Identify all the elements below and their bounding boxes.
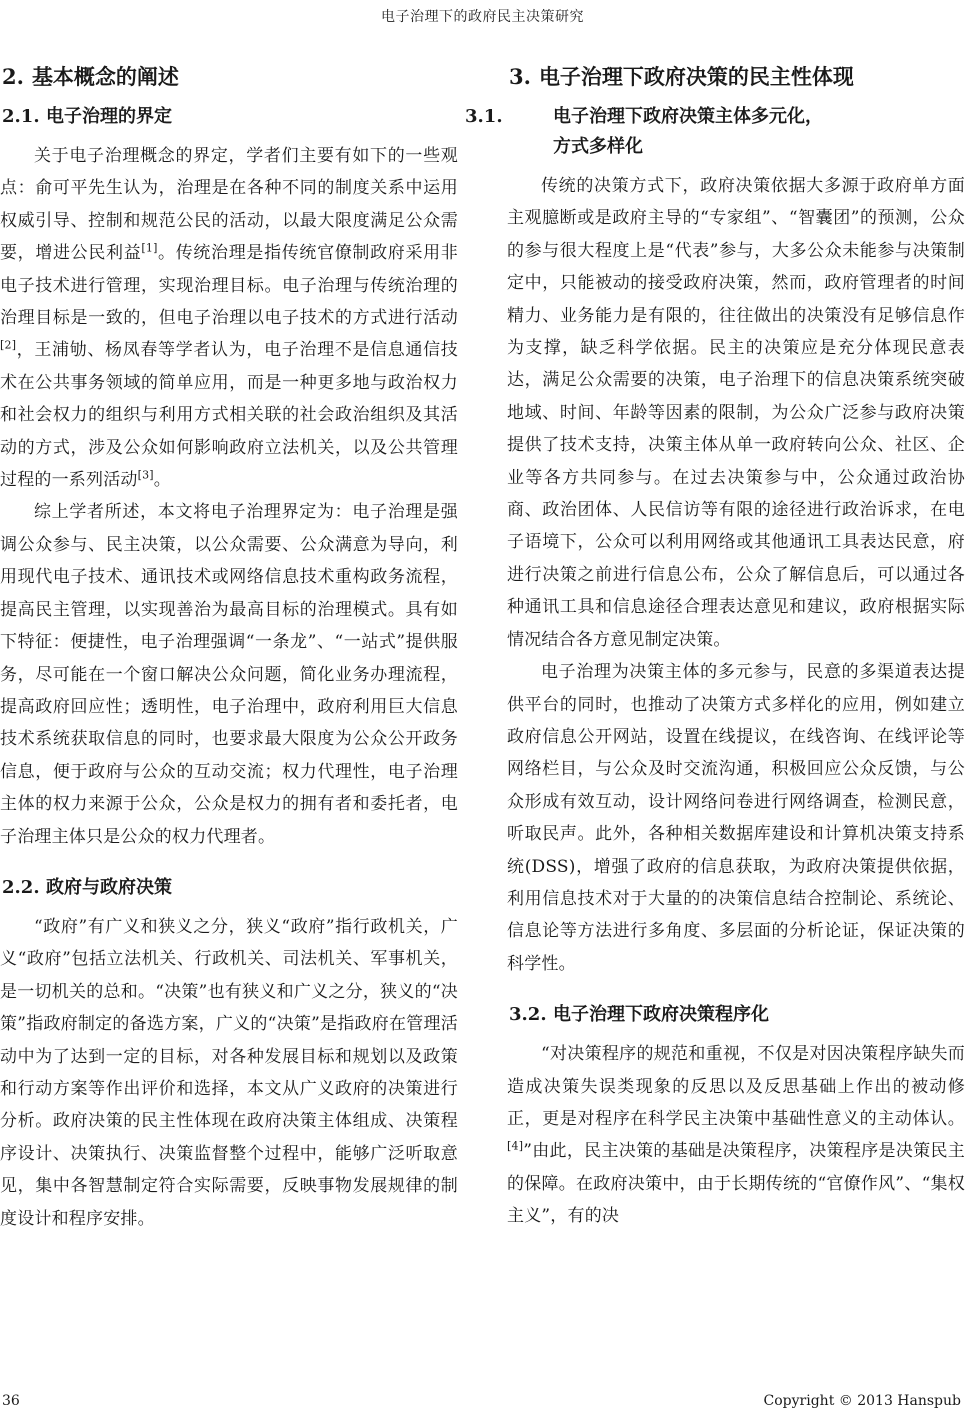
text-run: ，王浦劬、杨凤春等学者认为，电子治理不是信息通信技术在公共事务领域的简单应用，而是一种更多地与政治权力和社会权力的组织与利用方式相关联的社会政治组织及其活动的方式，涉及公众如何影响政府立法机关，以及公共管理过程的一系列活动 — [0, 340, 458, 491]
subsection-number: 2.2. — [2, 876, 40, 898]
subsection-3-1-heading — [465, 102, 965, 162]
paragraph-e-governance-definition — [0, 140, 458, 496]
subsection-title-line1: 电子治理下政府决策主体多元化， — [553, 106, 823, 127]
subsection-2-2-heading — [2, 873, 458, 903]
text-run: ”由此，民主决策的基础是决策程序，决策程序是决策民主的保障。在政府决策中，由于长期传统的“官僚作风”、“集权主义”，有的决 — [507, 1141, 965, 1227]
subsection-title: 政府与政府决策 — [46, 876, 172, 898]
page-number: 36 — [2, 1393, 20, 1409]
section-title: 电子治理下政府决策的民主性体现 — [538, 64, 854, 89]
left-column — [0, 50, 458, 1370]
subsection-3-2-heading — [509, 1000, 965, 1030]
text-run: 关于电子治理概念的界定，学者们主要有如下的一些观点：俞可平先生认为，治理是在各种不同的制度关系中运用权威引导、控制和规范公民的活动，以最大限度满足公众需要，增进公民利益 — [0, 146, 458, 264]
subsection-number: 2.1. — [2, 106, 40, 127]
section-title: 基本概念的阐述 — [31, 64, 179, 89]
citation-ref-1: [1] — [141, 241, 158, 255]
paragraph-diversified-methods: 电子治理为决策主体的多元参与，民意的多渠道表达提供平台的同时，也推动了决策方式多样化的应用，例如建立政府信息公开网站，设置在线提议，在线咨询、在线评论等网络栏目，与公众及时交流沟通，积极回应公众反馈，与公众形成有效互动，设计网络问卷进行网络调查，检测民意，听取民声。此外，各种相关数据库建设和计算机决策支持系统(DSS)，增强了政府的信息获取，为政府决策提供依据，利用信息技术对于大量的的决策信息结合控制论、系统论、信息论等方法进行多角度、多层面的分析论证，保证决策的科学性。 — [507, 662, 965, 974]
subsection-number: 3.1. — [465, 106, 503, 127]
section-3-heading — [509, 62, 965, 92]
text-run: 。传统治理是指传统官僚制政府采用非电子技术进行管理，实现治理目标。电子治理与传统治理的治理目标是一致的，但电子治理以电子技术的方式进行活动 — [0, 243, 458, 329]
running-head: 电子治理下的政府民主决策研究 — [381, 9, 584, 25]
subsection-title-line2: 方式多样化 — [553, 136, 643, 157]
section-number: 3. — [509, 64, 531, 89]
subsection-2-1-heading — [2, 102, 458, 132]
paragraph-government-decision: “政府”有广义和狭义之分，狭义“政府”指行政机关，广义“政府”包括立法机关、行政机关、司法机关、军事机关，是一切机关的总和。“决策”也有狭义和广义之分，狭义的“决策”指政府制定的备选方案，广义的“决策”是指政府在管理活动中为了达到一定的目标，对各种发展目标和规划以及政策和行动方案等作出评价和选择，本文从广义政府的决策进行分析。政府决策的民主性体现在政府决策主体组成、决策程序设计、决策执行、决策监督整个过程中，能够广泛听取意见，集中各智慧制定符合实际需要，反映事物发展规律的制度设计和程序安排。 — [0, 916, 458, 1229]
citation-ref-2: [2] — [0, 338, 17, 352]
right-column — [465, 50, 965, 1370]
paragraph-decision-procedure — [507, 1038, 965, 1232]
subsection-title: 电子治理的界定 — [46, 106, 172, 127]
section-number: 2. — [2, 64, 24, 89]
text-run: “对决策程序的规范和重视，不仅是对因决策程序缺失而造成决策失误类现象的反思以及反思基础上作出的被动修正，更是对程序在科学民主决策中基础性意义的主动体认。 — [507, 1044, 965, 1129]
subsection-number: 3.2. — [509, 1004, 547, 1026]
paragraph-summary-definition: 综上学者所述，本文将电子治理界定为：电子治理是强调公众参与、民主决策，以公众需要、公众满意为导向，利用现代电子技术、通讯技术或网络信息技术重构政务流程，提高民主管理，以实现善治为最高目标的治理模式。具有如下特征：便捷性，电子治理强调“一条龙”、“一站式”提供服务，尽可能在一个窗口解决公众问题，简化业务办理流程，提高政府回应性；透明性，电子治理中，政府利用巨大信息技术系统获取信息的同时，也要求最大限度为公众公开政务信息，便于政府与公众的互动交流；权力代理性，电子治理主体的权力来源于公众，公众是权力的拥有者和委托者，电子治理主体只是公众的权力代理者。 — [0, 502, 458, 847]
subsection-title: 电子治理下政府决策程序化 — [553, 1004, 769, 1026]
text-run: 。 — [153, 470, 171, 491]
copyright-notice: Copyright © 2013 Hanspub — [763, 1393, 961, 1409]
paragraph-traditional-decision: 传统的决策方式下，政府决策依据大多源于政府单方面主观臆断或是政府主导的“专家组”、“智囊团”的预测，公众的参与很大程度上是“代表”参与，大多公众未能参与决策制定中，只能被动的接受政府决策，然而，政府管理者的时间精力、业务能力是有限的，往往做出的决策没有足够信息作为支撑，缺乏科学依据。民主的决策应是充分体现民意表达，满足公众需要的决策，电子治理下的信息决策系统突破地域、时间、年龄等因素的限制，为公众广泛参与政府决策提供了技术支持，决策主体从单一政府转向公众、社区、企业等各方共同参与。在过去决策参与中，公众通过政治协商、政治团体、人民信访等有限的途径进行政治诉求，在电子语境下，公众可以利用网络或其他通讯工具表达民意，府进行决策之前进行信息公布，公众了解信息后，可以通过各种通讯工具和信息途径合理表达意见和建议，政府根据实际情况结合各方意见制定决策。 — [507, 176, 965, 650]
section-2-heading — [2, 62, 458, 92]
citation-ref-4: [4] — [507, 1139, 524, 1153]
citation-ref-3: [3] — [137, 468, 154, 482]
